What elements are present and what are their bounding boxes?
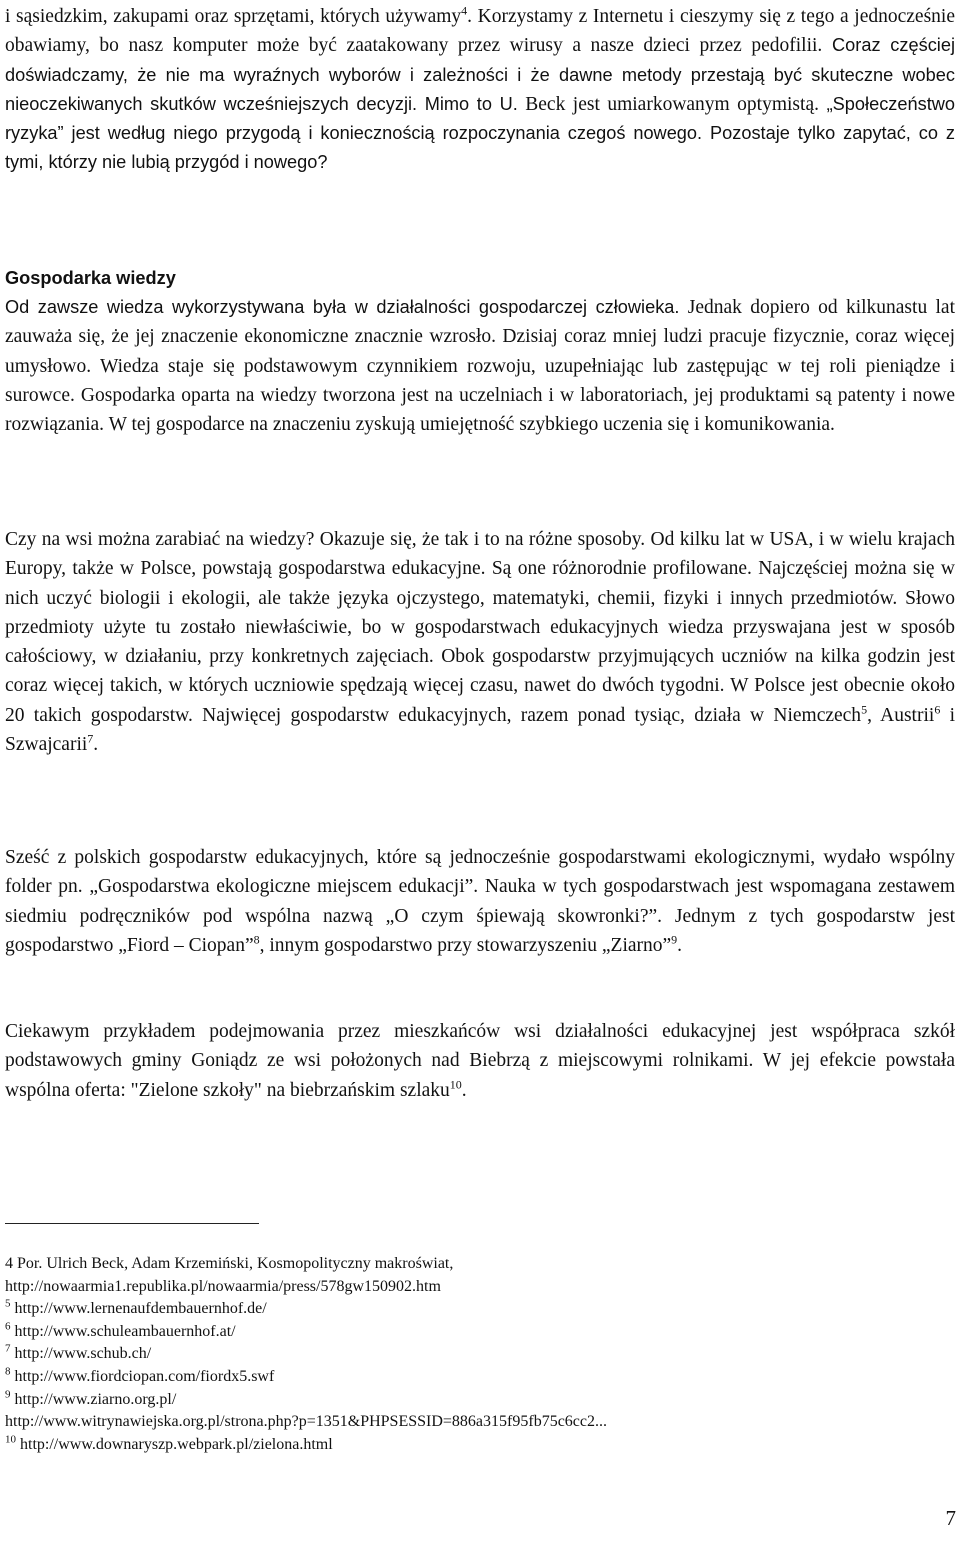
- footnote-5-number: 5: [5, 1297, 11, 1310]
- section-p2-text-d: .: [93, 734, 99, 756]
- footnote-7[interactable]: [5, 1343, 955, 1366]
- section-p1-text-b: Jednak dopiero od kilkunastu lat zauważa się, że jej znaczenie ekonomiczne znacznie wzrosło. Dzisiaj coraz mniej ludzi pracuje fizycznie, coraz więcej umysłowo.: [5, 297, 955, 377]
- footnote-9-url[interactable]: http://www.ziarno.org.pl/: [10, 1390, 177, 1408]
- footnote-ref-6: 6: [934, 702, 941, 717]
- footnote-8-url[interactable]: http://www.fiordciopan.com/fiordx5.swf: [10, 1367, 275, 1385]
- footnote-ref-4: 4: [461, 3, 468, 18]
- section-p3-text-c: .: [677, 934, 683, 956]
- section-paragraph-3-block: [5, 843, 955, 960]
- section-p2-text-c: i Szwajcarii: [5, 704, 956, 756]
- intro-text-b: . Korzystamy z Internetu i cieszymy się z tego a jednocześnie obawiamy, bo nasz komputer może być zaatakowany przez wirusy a nasze dzieci przez pedofilii.: [5, 6, 955, 57]
- footnote-ref-7: 7: [87, 731, 94, 746]
- section-paragraph-1: [5, 293, 955, 439]
- footnote-6-url[interactable]: http://www.schuleambauernhof.at/: [10, 1322, 236, 1340]
- footnote-10-number: 10: [5, 1433, 16, 1446]
- section-p1-text-c: Wiedza staje się podstawowym czynnikiem rozwoju, uzupełniając lub zastępując w tej roli pieniądze i surowce. Gospodarka oparta na wiedzy tworzona jest na uczelniach i w laboratoriach, jej produktami są patenty i nowe rozwiązania. W tej gospodarce na znaczeniu zyskują umiejętność szybkiego uczenia się i komunikowania.: [5, 355, 955, 436]
- footnote-9[interactable]: [5, 1389, 955, 1412]
- footnote-ref-5: 5: [861, 702, 868, 717]
- intro-text-e: „Społeczeństwo ryzyka” jest według niego przygodą i koniecznością rozpoczynania czegoś nowego. Pozostaje tylko zapytać, co z tymi, którzy nie lubią przygód i nowego?: [5, 93, 956, 173]
- section-paragraph-2: [5, 525, 955, 759]
- section-p1-text-a: Od zawsze wiedza wykorzystywana była w działalności gospodarczej człowieka.: [5, 297, 680, 317]
- footnote-4-url[interactable]: http://nowaarmia1.republika.pl/nowaarmia/press/578gw150902.htm: [5, 1277, 441, 1295]
- page-number: 7: [945, 1506, 956, 1530]
- footnote-5-url[interactable]: http://www.lernenaufdembauernhof.de/: [10, 1300, 267, 1318]
- footnote-7-number: 7: [5, 1343, 11, 1356]
- section-heading-block: [5, 264, 955, 293]
- section-paragraph-3: [5, 843, 955, 960]
- section-paragraph-2-block: [5, 525, 955, 759]
- footnote-separator: [5, 1223, 259, 1224]
- section-p4-text-b: .: [461, 1079, 467, 1101]
- footnote-4-text: 4 Por. Ulrich Beck, Adam Krzemiński, Kosmopolityczny makroświat,: [5, 1255, 454, 1272]
- footnote-6[interactable]: [5, 1321, 955, 1344]
- section-p3-text-b: , innym gospodarstwo przy stowarzyszeniu „Ziarno”: [259, 934, 672, 956]
- footnote-8[interactable]: [5, 1366, 955, 1389]
- footnote-4: [5, 1253, 955, 1276]
- section-paragraph-4: [5, 1017, 955, 1105]
- footnote-10[interactable]: [5, 1434, 955, 1457]
- section-p2-text-b: , Austrii: [867, 704, 935, 726]
- footnote-ref-8: 8: [253, 932, 260, 947]
- intro-text-d: Beck jest umiarkowanym optymistą.: [517, 93, 819, 115]
- footnote-ref-9: 9: [671, 932, 678, 947]
- footnote-5[interactable]: [5, 1298, 955, 1321]
- footnote-9-number: 9: [5, 1388, 11, 1401]
- footnotes: [5, 1253, 955, 1456]
- footnote-ref-10: 10: [449, 1077, 462, 1092]
- intro-text-a: i sąsiedzkim, zakupami oraz sprzętami, których używamy: [5, 6, 462, 27]
- footnote-9-url-2[interactable]: http://www.witrynawiejska.org.pl/strona.php?p=1351&PHPSESSID=886a315f95fb75c6cc2...: [5, 1413, 607, 1431]
- section-paragraph-4-block: [5, 1017, 955, 1105]
- section-p4-text-a: Ciekawym przykładem podejmowania przez mieszkańców wsi działalności edukacyjnej jest współpraca szkół podstawowych gminy Goniądz ze wsi położonych nad Biebrzą z miejscowymi rolnikami. W jej efekcie powstała wspólna oferta: "Zielone szkoły" na biebrzańskim szlaku: [5, 1021, 955, 1101]
- footnote-10-url[interactable]: http://www.downaryszp.webpark.pl/zielona.html: [16, 1435, 333, 1453]
- footnote-8-number: 8: [5, 1365, 11, 1378]
- footnote-6-number: 6: [5, 1320, 11, 1333]
- intro-block: [5, 2, 955, 178]
- section-p2-text-a: Czy na wsi można zarabiać na wiedzy? Okazuje się, że tak i to na różne sposoby. Od kilku lat w USA, i w wielu krajach Europy, także w Polsce, powstają gospodarstwa edukacyjne. Są one różnorodnie profilowane. Najczęściej można się w nich uczyć biologii i ekologii, ale także języka ojczystego, matematyki, chemii, fizyki i innych przedmiotów. Słowo przedmioty użyte tu zostało niewłaściwie, bo w gospodarstwach edukacyjnych wiedza przyswajana jest w sposób całościowy, w działaniu, przy konkretnych zajęciach. Obok gospodarstw przyjmujących uczniów na kilka godzin jest coraz więcej takich, w których uczniowie spędzają więcej czasu, nawet do dwóch tygodni. W Polsce jest obecnie około 20 takich gospodarstw. Najwięcej gospodarstw edukacyjnych, razem ponad tysiąc, działa w Niemczech: [5, 529, 955, 726]
- section-p3-text-a: Sześć z polskich gospodarstw edukacyjnych, które są jednocześnie gospodarstwami ekologicznymi, wydało wspólny folder pn. „Gospodarstwa ekologiczne miejscem edukacji”. Nauka w tych gospodarstwach jest wspomagana zestawem siedmiu podręczników pod wspólna nazwą „O czym śpiewają skowronki?”. Jednym z tych gospodarstw jest gospodarstwo „Fiord – Ciopan”: [5, 847, 955, 956]
- section-paragraph-1-block: [5, 293, 955, 439]
- footnote-4-link[interactable]: [5, 1276, 955, 1299]
- footnote-9-link-2[interactable]: [5, 1411, 955, 1434]
- section-heading: Gospodarka wiedzy: [5, 268, 176, 288]
- footnote-7-url[interactable]: http://www.schub.ch/: [10, 1345, 152, 1363]
- intro-text-c: Coraz częściej doświadczamy, że nie ma wyraźnych wyborów i zależności i że dawne metody przestają być skuteczne wobec nieoczekiwanych skutków wcześniejszych decyzji. Mimo to U.: [5, 35, 955, 114]
- intro-paragraph: [5, 2, 955, 178]
